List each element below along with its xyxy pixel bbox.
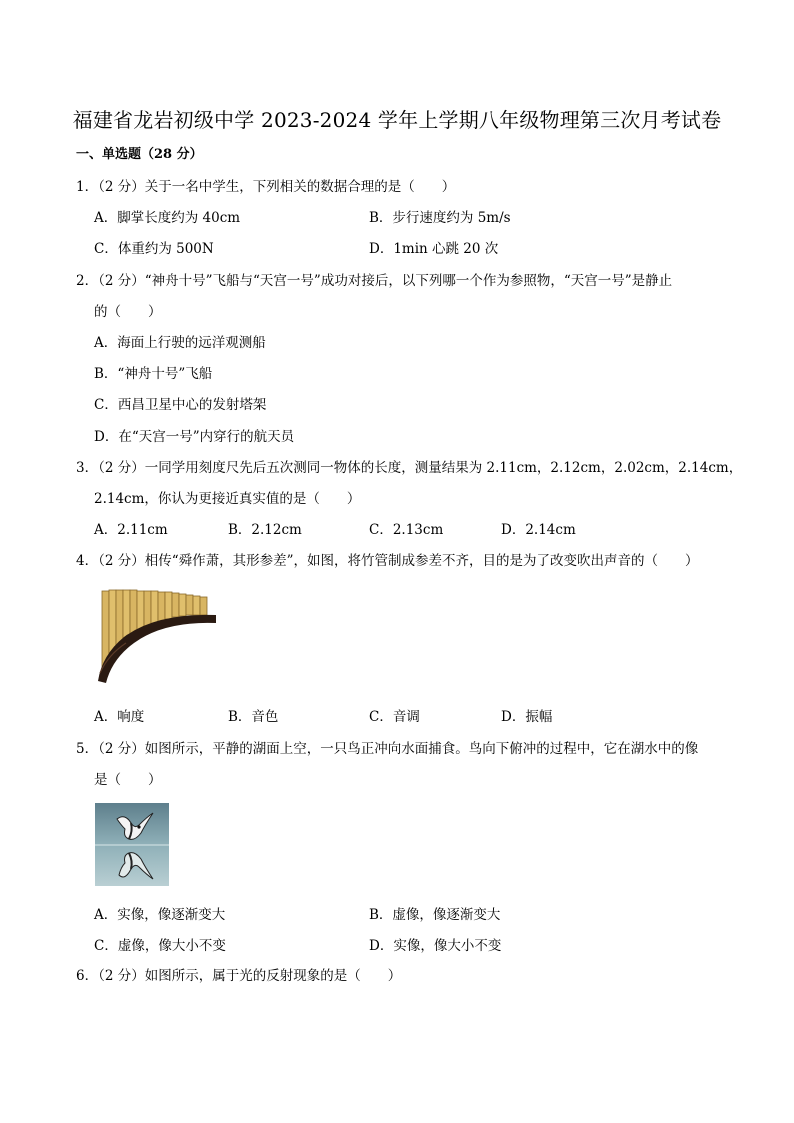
question-4-stem: 4．（2 分）相传“舜作萧，其形参差”，如图，将竹管制成参差不齐，目的是为了改变吹出声音的（ ） <box>76 553 699 569</box>
q3-option-c: C．2.13cm <box>369 522 444 538</box>
question-3-stem: 3．（2 分）一同学用刻度尺先后五次测同一物体的长度，测量结果为 2.11cm，2.12cm，2.02cm，2.14cm， <box>76 460 743 476</box>
q2-option-a: A．海面上行驶的远洋观测船 <box>94 335 266 351</box>
q2-option-d: D．在“天宫一号”内穿行的航天员 <box>94 429 295 445</box>
q5-option-b: B．虚像，像逐渐变大 <box>369 907 501 923</box>
question-3-stem-cont: 2.14cm，你认为更接近真实值的是（ ） <box>94 491 361 507</box>
q2-option-c: C．西昌卫星中心的发射塔架 <box>94 397 267 413</box>
q3-option-a: A．2.11cm <box>94 522 168 538</box>
q4-option-c: C．音调 <box>369 709 420 725</box>
q5-option-d: D．实像，像大小不变 <box>369 938 502 954</box>
question-5-stem-cont: 是（ ） <box>94 772 162 788</box>
q4-option-d: D．振幅 <box>501 709 553 725</box>
q1-option-d: D．1min 心跳 20 次 <box>369 241 499 257</box>
question-2-stem: 2．（2 分）“神舟十号”飞船与“天宫一号”成功对接后，以下列哪一个作为参照物，“天宫一号”是静止 <box>76 273 673 289</box>
question-5-stem: 5．（2 分）如图所示，平静的湖面上空，一只鸟正冲向水面捕食。鸟向下俯冲的过程中，它在湖水中的像 <box>76 741 699 757</box>
q3-option-b: B．2.12cm <box>228 522 302 538</box>
q5-option-a: A．实像，像逐渐变大 <box>94 907 226 923</box>
page-title: 福建省龙岩初级中学 2023-2024 学年上学期八年级物理第三次月考试卷 <box>72 108 722 132</box>
bird-reflection-image <box>95 803 169 886</box>
q1-option-a: A．脚掌长度约为 40cm <box>94 210 241 226</box>
question-1-stem: 1．（2 分）关于一名中学生，下列相关的数据合理的是（ ） <box>76 179 456 195</box>
q4-option-a: A．响度 <box>94 709 145 725</box>
q5-option-c: C．虚像，像大小不变 <box>94 938 226 954</box>
section-heading: 一、单选题（28 分） <box>76 147 203 162</box>
q1-option-c: C．体重约为 500N <box>94 241 214 257</box>
q4-option-b: B．音色 <box>228 709 279 725</box>
question-6-stem: 6．（2 分）如图所示，属于光的反射现象的是（ ） <box>76 968 402 984</box>
q3-option-d: D．2.14cm <box>501 522 576 538</box>
q2-option-b: B．“神舟十号”飞船 <box>94 366 213 382</box>
pan-flute-image <box>94 585 220 685</box>
q1-option-b: B．步行速度约为 5m/s <box>369 210 511 226</box>
question-2-stem-cont: 的（ ） <box>94 304 162 320</box>
